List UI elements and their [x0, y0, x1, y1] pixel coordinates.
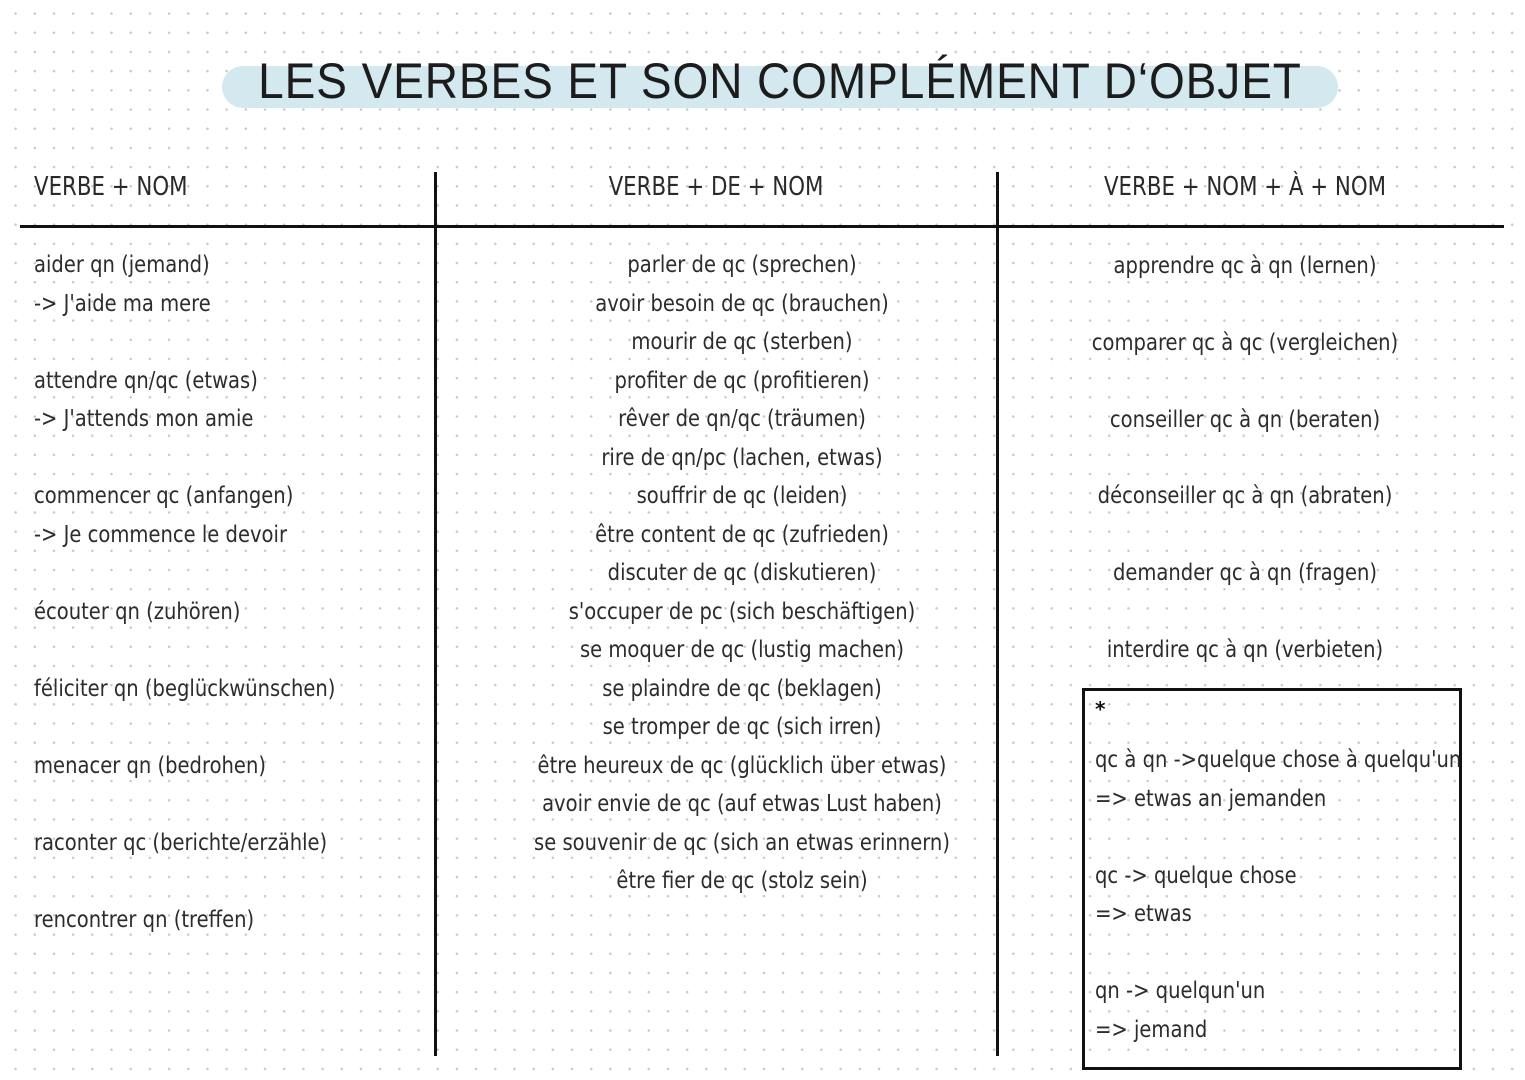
- verb-entry: rêver de qn/qc (träumen): [618, 406, 866, 432]
- column-header-verbe-nom: VERBE + NOM: [34, 172, 188, 202]
- verb-entry: être content de qc (zufrieden): [595, 521, 889, 548]
- column-verbe-nom-a-nom: [998, 247, 1492, 708]
- column-verbe-de-nom: [436, 246, 1048, 901]
- verb-entry: interdire qc à qn (verbieten): [1106, 636, 1384, 663]
- verb-entry: discuter de qc (diskutieren): [607, 560, 877, 586]
- verb-entry: féliciter qn (beglückwünschen): [34, 675, 336, 702]
- verb-example: -> Je commence le devoir: [34, 521, 287, 548]
- verb-entry: écouter qn (zuhören): [34, 598, 241, 625]
- verb-entry: se tromper de qc (sich irren): [602, 714, 882, 740]
- verb-entry: se moquer de qc (lustig machen): [579, 637, 905, 663]
- verb-entry: aider qn (jemand): [34, 252, 210, 278]
- abbreviation-note-box: [1082, 688, 1462, 1070]
- note-line: => jemand: [1095, 1016, 1208, 1043]
- asterisk-marker: *: [1095, 697, 1106, 721]
- verb-entry: rire de qn/pc (lachen, etwas): [601, 444, 883, 471]
- column-header-verbe-de-nom: VERBE + DE + NOM: [608, 172, 824, 202]
- verb-entry: déconseiller qc à qn (abraten): [1097, 483, 1393, 510]
- verb-example: -> J'aide ma mere: [34, 290, 211, 317]
- verb-entry: parler de qc (sprechen): [627, 252, 857, 278]
- verb-entry: attendre qn/qc (etwas): [34, 367, 258, 394]
- note-lines: [1095, 741, 1475, 1049]
- verb-entry: comparer qc à qc (vergleichen): [1091, 329, 1399, 356]
- note-line: qc à qn ->quelque chose à quelqu'un: [1095, 747, 1462, 773]
- verb-entry: se souvenir de qc (sich an etwas erinnern): [534, 829, 950, 856]
- verb-entry: avoir envie de qc (auf etwas Lust haben): [542, 791, 942, 817]
- column-verbe-nom: [34, 246, 424, 939]
- verb-entry: profiter de qc (profitieren): [614, 367, 870, 394]
- verb-entry: raconter qc (berichte/erzähle): [34, 829, 328, 856]
- verb-entry: commencer qc (anfangen): [34, 483, 294, 509]
- verb-entry: avoir besoin de qc (brauchen): [595, 290, 889, 317]
- verb-entry: être heureux de qc (glücklich über etwas): [537, 752, 947, 779]
- column-header-verbe-nom-a-nom: VERBE + NOM + À + NOM: [1103, 172, 1387, 202]
- verb-entry: apprendre qc à qn (lernen): [1113, 253, 1377, 279]
- verb-entry: être fier de qc (stolz sein): [616, 868, 868, 894]
- header-divider: [20, 225, 1504, 228]
- note-line: => etwas an jemanden: [1095, 785, 1327, 812]
- note-line: => etwas: [1095, 901, 1192, 927]
- page-title: LES VERBES ET SON COMPLÉMENT D‘OBJET: [258, 53, 1302, 109]
- verb-entry: demander qc à qn (fragen): [1112, 560, 1378, 587]
- note-line: qc -> quelque chose: [1095, 862, 1297, 889]
- verb-example: -> J'attends mon amie: [34, 406, 254, 432]
- verb-entry: menacer qn (bedrohen): [34, 752, 266, 779]
- verb-entry: rencontrer qn (treffen): [34, 906, 255, 933]
- verb-entry: conseiller qc à qn (beraten): [1109, 406, 1381, 433]
- verb-entry: s'occuper de pc (sich beschäftigen): [568, 598, 916, 625]
- verb-entry: souffrir de qc (leiden): [636, 483, 848, 509]
- verb-entry: se plaindre de qc (beklagen): [602, 675, 882, 702]
- verb-entry: mourir de qc (sterben): [631, 329, 853, 355]
- note-line: qn -> quelqun'un: [1095, 978, 1266, 1004]
